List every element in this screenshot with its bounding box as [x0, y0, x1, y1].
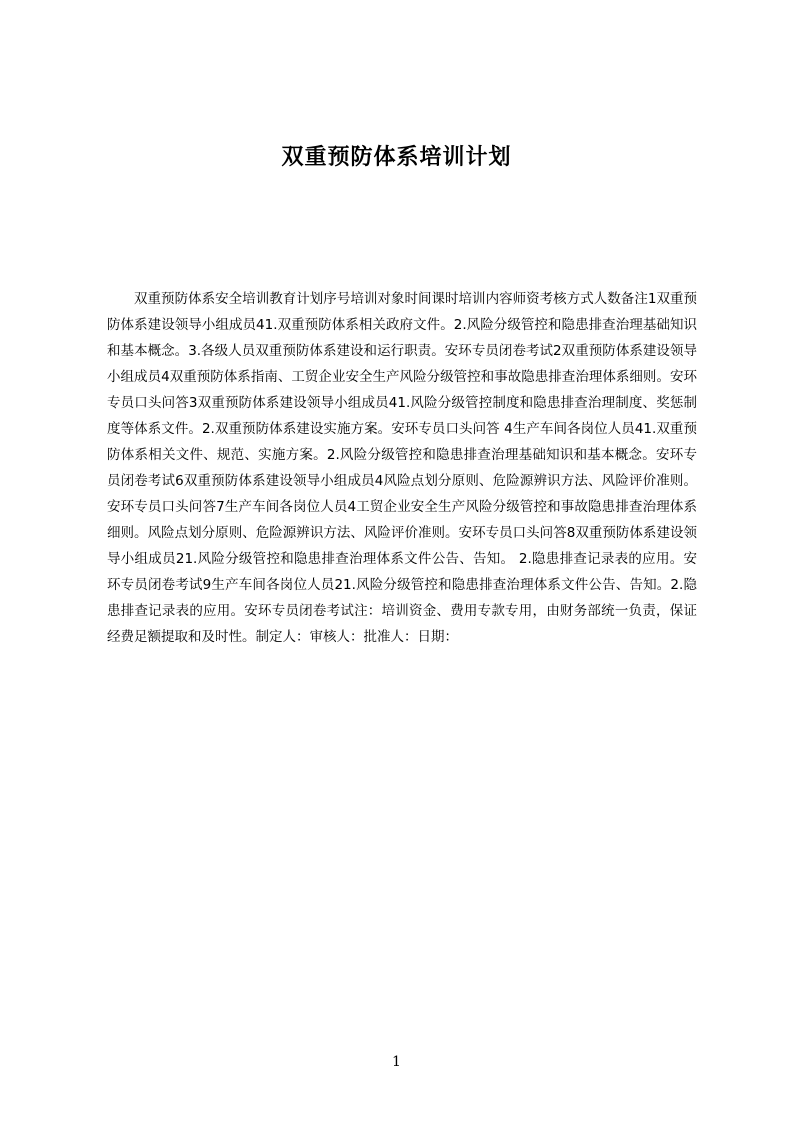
page-number: 1	[392, 1054, 401, 1070]
page-title: 双重预防体系培训计划	[281, 145, 512, 170]
body-paragraph: 双重预防体系安全培训教育计划序号培训对象时间课时培训内容师资考核方式人数备注1双重预防体系建设领导小组成员41.双重预防体系相关政府文件。2.风险分级管控和隐患排查治理基础知识和基本概念。3.各级人员双重预防体系建设和运行职责。安环专员闭卷考试2双重预防体系建设领导小组成员4双重预防体系指南、工贸企业安全生产风险分级管控和事故隐患排查治理体系细则。安环专员口头问答3双重预防体系建设领导小组成员41.风险分级管控制度和隐患排查治理制度、奖惩制度等体系文件。2.双重预防体系建设实施方案。安环专员口头问答 4生产车间各岗位人员41.双重预防体系相关文件、规范、实施方案。2.风险分级管控和隐患排查治理基础知识和基本概念。安环专员闭卷考试6双重预防体系建设领导小组成员4风险点划分原则、危险源辨识方法、风险评价准则。安环专员口头问答7生产车间各岗位人员4工贸企业安全生产风险分级管控和事故隐患排查治理体系细则。风险点划分原则、危险源辨识方法、风险评价准则。安环专员口头问答8双重预防体系建设领导小组成员21.风险分级管控和隐患排查治理体系文件公告、告知。 2.隐患排查记录表的应用。安环专员闭卷考试9生产车间各岗位人员21.风险分级管控和隐患排查治理体系文件公告、告知。2.隐患排查记录表的应用。安环专员闭卷考试注：培训资金、费用专款专用，由财务部统一负责，保证经费足额提取和及时性。制定人：审核人：批准人：日期：	[107, 291, 697, 645]
